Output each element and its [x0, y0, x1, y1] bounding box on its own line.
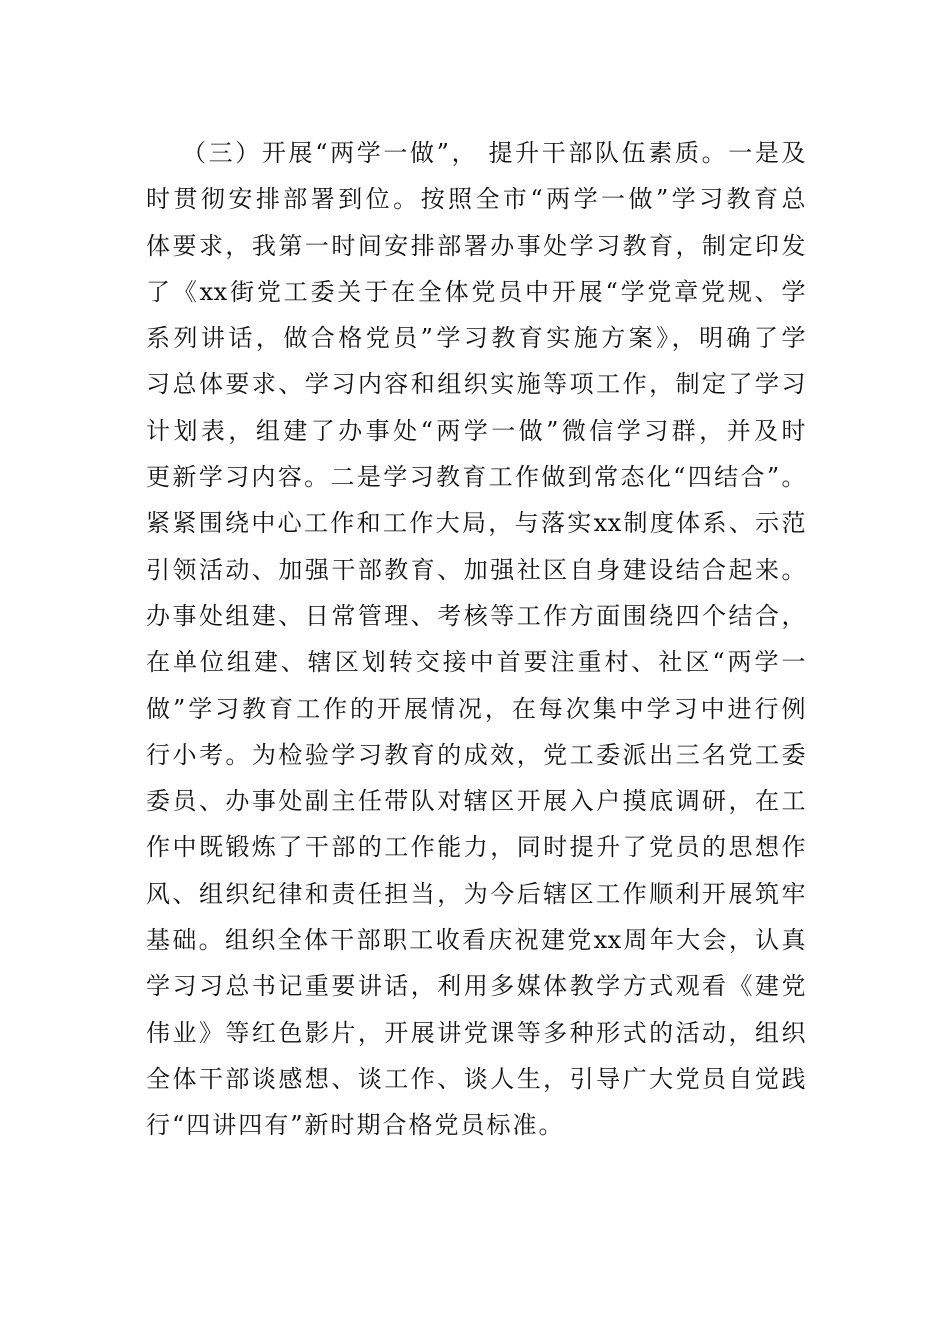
paragraph-line: 行小考。为检验学习教育的成效，党工委派出三名党工委 — [146, 740, 806, 769]
paragraph-line: 体要求，我第一时间安排部署办事处学习教育，制定印发 — [146, 231, 806, 260]
body-paragraph — [146, 130, 806, 1149]
paragraph-line: 做”学习教育工作的开展情况，在每次集中学习中进行例 — [146, 694, 806, 723]
paragraph-line: （三）开展“两学一做”， 提升干部队伍素质。一是及 — [182, 139, 806, 167]
paragraph-line: 系列讲话，做合格党员”学习教育实施方案》，明确了学 — [146, 324, 806, 353]
paragraph-line: 风、组织纪律和责任担当，为今后辖区工作顺利开展筑牢 — [146, 879, 806, 908]
paragraph-line: 作中既锻炼了干部的工作能力，同时提升了党员的思想作 — [146, 833, 806, 862]
paragraph-line: 时贯彻安排部署到位。按照全市“两学一做”学习教育总 — [146, 185, 806, 214]
paragraph-line: 更新学习内容。二是学习教育工作做到常态化“四结合”。 — [146, 463, 806, 492]
paragraph-line: 伟业》等红色影片，开展讲党课等多种形式的活动，组织 — [146, 1018, 806, 1047]
paragraph-line: 全体干部谈感想、谈工作、谈人生，引导广大党员自觉践 — [146, 1064, 806, 1093]
paragraph-line: 了《xx街党工委关于在全体党员中开展“学党章党规、学 — [146, 277, 806, 306]
paragraph-line: 紧紧围绕中心工作和工作大局，与落实xx制度体系、示范 — [146, 509, 806, 538]
paragraph-line: 在单位组建、辖区划转交接中首要注重村、社区“两学一 — [146, 648, 806, 677]
paragraph-line: 引领活动、加强干部教育、加强社区自身建设结合起来。 — [146, 555, 806, 584]
paragraph-line: 基础。组织全体干部职工收看庆祝建党xx周年大会，认真 — [146, 926, 806, 955]
paragraph-line: 委员、办事处副主任带队对辖区开展入户摸底调研，在工 — [146, 787, 806, 816]
paragraph-line: 计划表，组建了办事处“两学一做”微信学习群，并及时 — [146, 416, 806, 445]
paragraph-line: 学习习总书记重要讲话，利用多媒体教学方式观看《建党 — [146, 972, 806, 1001]
paragraph-line: 办事处组建、日常管理、考核等工作方面围绕四个结合， — [146, 601, 806, 630]
paragraph-line: 习总体要求、学习内容和组织实施等项工作，制定了学习 — [146, 370, 806, 399]
paragraph-line: 行“四讲四有”新时期合格党员标准。 — [146, 1111, 565, 1140]
